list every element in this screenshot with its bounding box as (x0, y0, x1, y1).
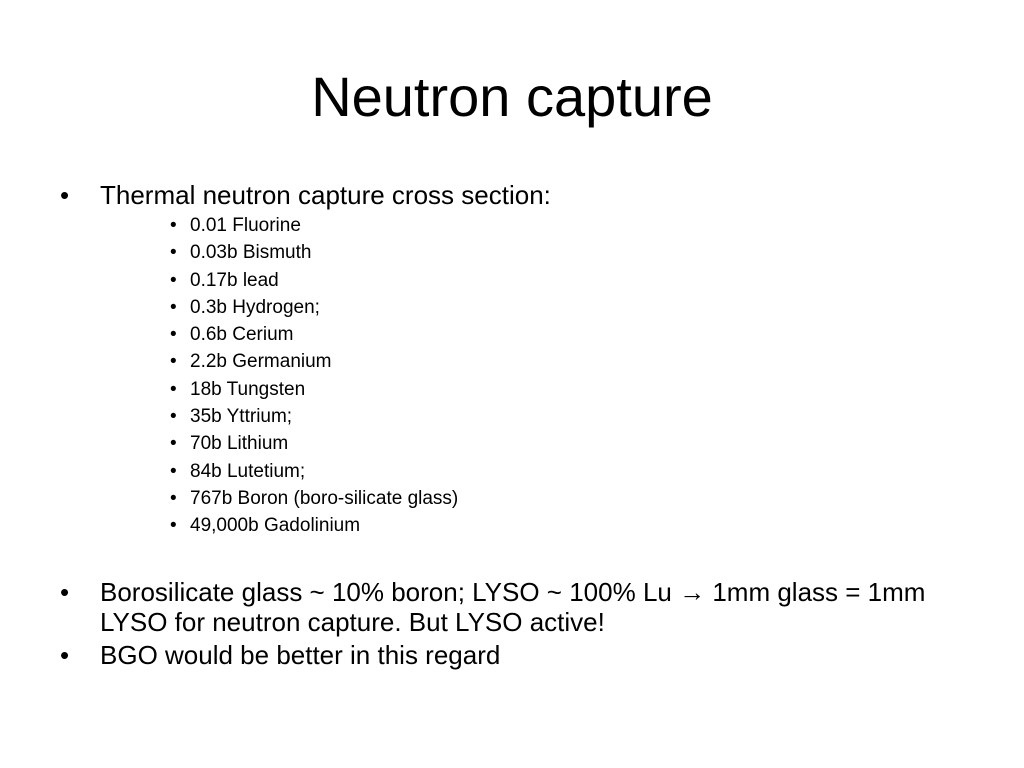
bullet-marker: • (170, 460, 177, 482)
list-item-text: 0.01 Fluorine (190, 215, 301, 236)
list-item (170, 267, 458, 294)
bullet-text: Thermal neutron capture cross section: (100, 180, 551, 210)
list-item-text: 18b Tungsten (190, 378, 306, 400)
bullet-text-part: 1mm glass = 1mm LYSO for neutron capture. But LYSO active! (100, 577, 926, 637)
bullet-cross-section-heading (60, 180, 960, 210)
bullet-text: BGO would be better in this regard (100, 640, 501, 670)
list-item (170, 376, 458, 403)
list-item (170, 212, 458, 239)
bullet-marker: • (60, 577, 70, 607)
list-item-text: 0.6b Cerium (190, 324, 294, 346)
bullet-text-part: Borosilicate glass ~ 10% boron; LYSO ~ 100% Lu (100, 577, 672, 607)
list-item-text: 70b Lithium (190, 433, 289, 455)
bullet-marker: • (170, 487, 177, 509)
bullet-marker: • (170, 269, 177, 291)
list-item (170, 430, 458, 457)
list-item-text: 0.17b lead (190, 269, 279, 291)
cross-section-list (170, 212, 458, 540)
bullet-marker: • (60, 640, 70, 670)
list-item (170, 403, 458, 430)
list-item-text: 0.03b Bismuth (190, 242, 312, 264)
list-item (170, 294, 458, 321)
list-item (170, 239, 458, 266)
list-item (170, 458, 458, 485)
bullet-bgo (60, 640, 960, 670)
list-item-text: 35b Yttrium; (190, 406, 293, 428)
bullet-marker: • (60, 180, 70, 210)
list-item (170, 485, 458, 512)
right-arrow-icon: → (679, 577, 706, 607)
bullet-marker: • (170, 433, 177, 455)
list-item-text: 0.3b Hydrogen; (190, 296, 320, 318)
bullet-marker: • (170, 406, 177, 428)
list-item-text: 2.2b Germanium (190, 351, 332, 373)
list-item (170, 512, 458, 539)
bullet-marker: • (170, 296, 177, 318)
bullet-marker: • (170, 378, 177, 400)
bullet-marker: • (170, 515, 177, 537)
bullet-marker: • (170, 242, 177, 264)
list-item-text: 84b Lutetium; (190, 460, 306, 482)
bullet-marker: • (170, 351, 177, 373)
list-item-text: 767b Boron (boro-silicate glass) (190, 487, 459, 509)
bullet-marker: • (170, 324, 177, 346)
bullet-marker: • (170, 215, 177, 236)
list-item (170, 348, 458, 375)
bullet-text (100, 577, 960, 637)
list-item-text: 49,000b Gadolinium (190, 515, 361, 537)
list-item (170, 321, 458, 348)
slide-title: Neutron capture (311, 65, 713, 128)
bullet-borosilicate (60, 577, 960, 637)
